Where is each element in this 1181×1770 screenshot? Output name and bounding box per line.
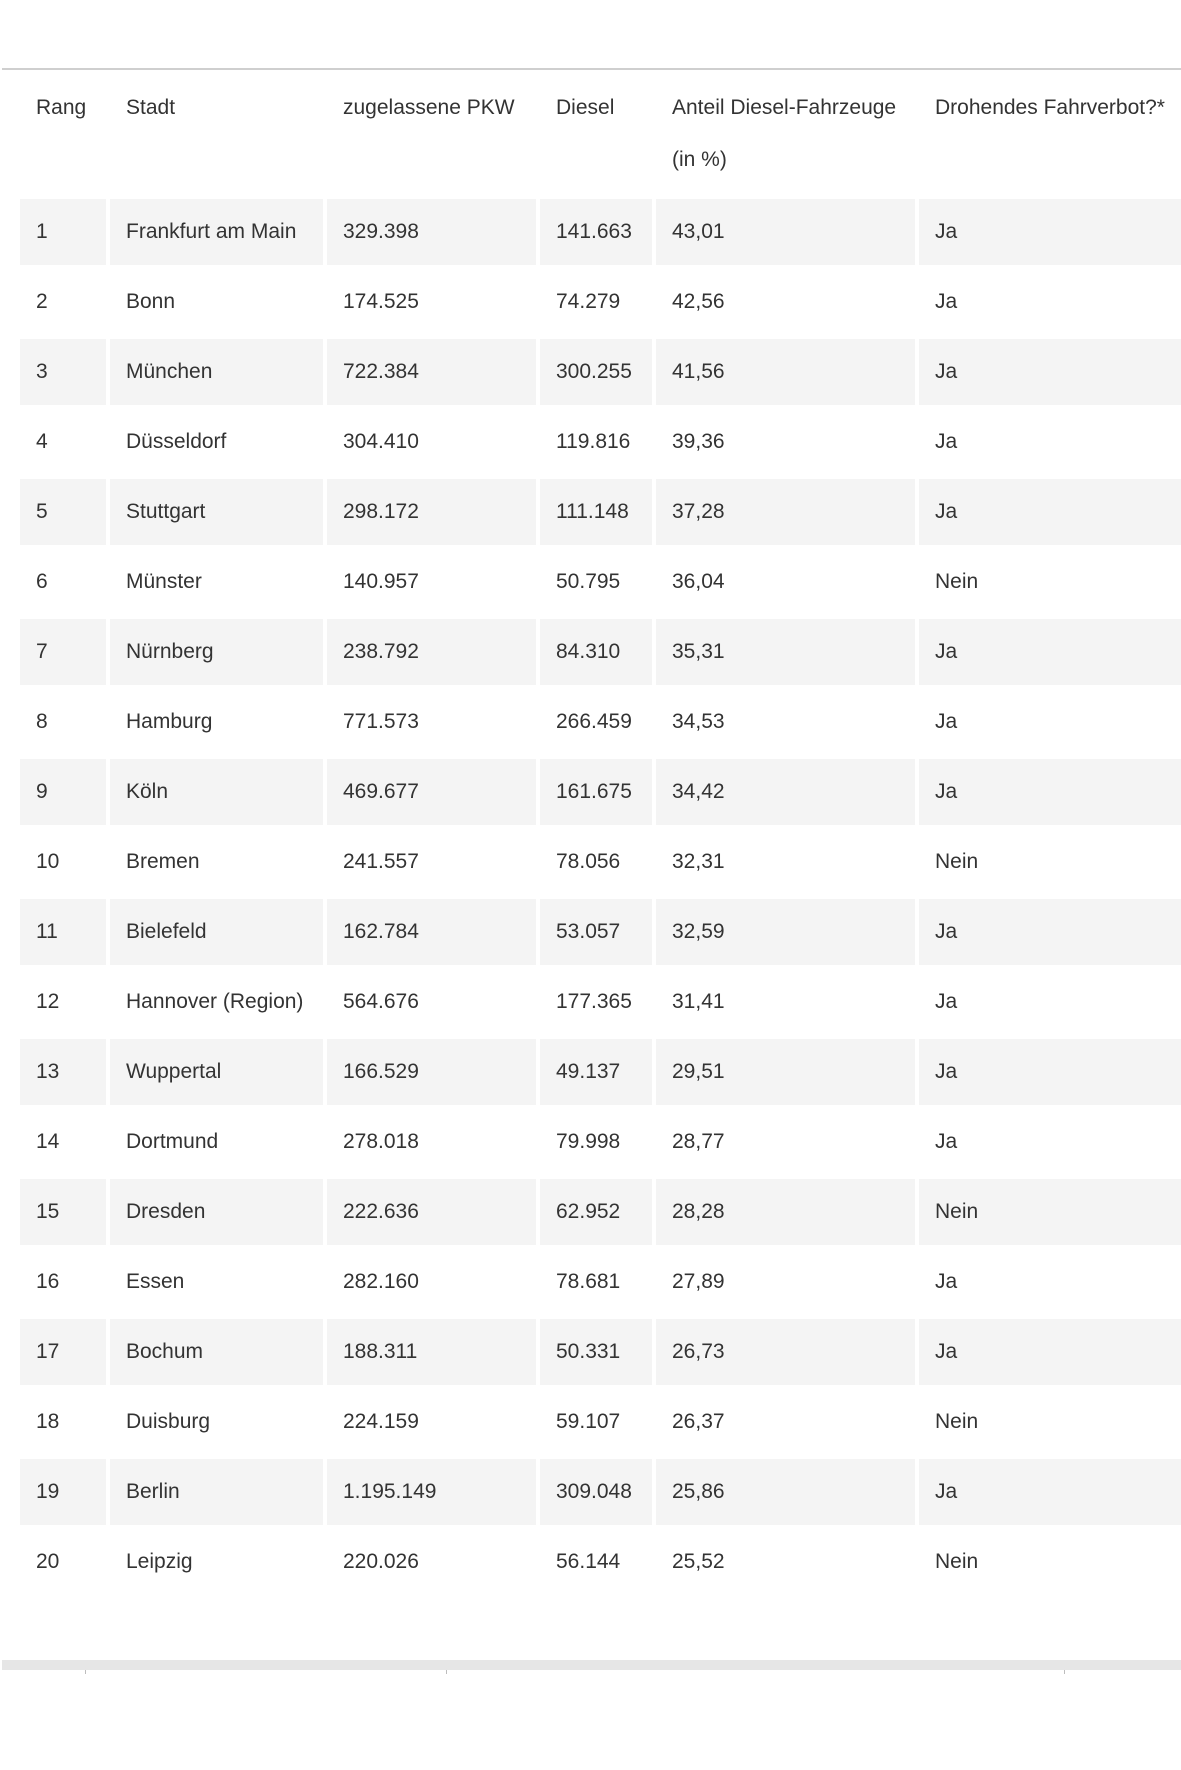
table-row	[20, 1389, 1181, 1459]
cell-share: 25,86	[656, 1459, 915, 1529]
cell-ban: Ja	[919, 409, 1181, 479]
cell-ban: Nein	[919, 829, 1181, 899]
cell-share: 31,41	[656, 969, 915, 1039]
cell-diesel: 141.663	[540, 199, 652, 269]
cell-rank: 6	[20, 549, 106, 619]
cell-share: 35,31	[656, 619, 915, 689]
cell-rank: 2	[20, 269, 106, 339]
cell-city: Hamburg	[110, 689, 323, 759]
header-diesel-label: Diesel	[556, 96, 615, 119]
cell-registered: 162.784	[327, 899, 536, 969]
cell-diesel: 78.681	[540, 1249, 652, 1319]
table-row	[20, 479, 1181, 549]
cell-rank: 12	[20, 969, 106, 1039]
table-row	[20, 899, 1181, 969]
table-row	[20, 619, 1181, 689]
cell-diesel: 309.048	[540, 1459, 652, 1529]
header-city	[110, 74, 323, 199]
cell-ban: Ja	[919, 759, 1181, 829]
cell-share: 36,04	[656, 549, 915, 619]
table-row	[20, 339, 1181, 409]
header-city-label: Stadt	[126, 96, 176, 119]
cell-diesel: 59.107	[540, 1389, 652, 1459]
cell-registered: 329.398	[327, 199, 536, 269]
cell-share: 27,89	[656, 1249, 915, 1319]
cell-share: 28,28	[656, 1179, 915, 1249]
cell-city: Frankfurt am Main	[110, 199, 323, 269]
cell-rank: 7	[20, 619, 106, 689]
cell-city: Düsseldorf	[110, 409, 323, 479]
cell-diesel: 62.952	[540, 1179, 652, 1249]
cell-diesel: 50.331	[540, 1319, 652, 1389]
cell-share: 34,42	[656, 759, 915, 829]
cell-share: 37,28	[656, 479, 915, 549]
cell-diesel: 50.795	[540, 549, 652, 619]
cell-share: 42,56	[656, 269, 915, 339]
cell-diesel: 84.310	[540, 619, 652, 689]
cell-rank: 8	[20, 689, 106, 759]
cell-share: 39,36	[656, 409, 915, 479]
header-rank	[20, 74, 106, 199]
cell-registered: 771.573	[327, 689, 536, 759]
cell-ban: Ja	[919, 1249, 1181, 1319]
cell-diesel: 119.816	[540, 409, 652, 479]
cell-city: Wuppertal	[110, 1039, 323, 1109]
cell-city: Hannover (Region)	[110, 969, 323, 1039]
table-row	[20, 1459, 1181, 1529]
cell-rank: 16	[20, 1249, 106, 1319]
cell-registered: 469.677	[327, 759, 536, 829]
cell-ban: Ja	[919, 899, 1181, 969]
cell-city: Nürnberg	[110, 619, 323, 689]
table-row	[20, 1249, 1181, 1319]
cell-registered: 722.384	[327, 339, 536, 409]
bottom-tick	[85, 1670, 86, 1674]
cell-ban: Ja	[919, 1319, 1181, 1389]
cell-ban: Nein	[919, 1389, 1181, 1459]
table-row	[20, 409, 1181, 479]
cell-diesel: 78.056	[540, 829, 652, 899]
table-row	[20, 549, 1181, 619]
cell-city: Bochum	[110, 1319, 323, 1389]
cell-diesel: 266.459	[540, 689, 652, 759]
header-diesel	[540, 74, 652, 199]
cell-diesel: 177.365	[540, 969, 652, 1039]
cell-rank: 14	[20, 1109, 106, 1179]
cell-city: Bonn	[110, 269, 323, 339]
cell-city: Münster	[110, 549, 323, 619]
cell-ban: Ja	[919, 1039, 1181, 1109]
cell-share: 41,56	[656, 339, 915, 409]
cell-share: 28,77	[656, 1109, 915, 1179]
cell-registered: 278.018	[327, 1109, 536, 1179]
cell-registered: 304.410	[327, 409, 536, 479]
cell-registered: 166.529	[327, 1039, 536, 1109]
cell-diesel: 300.255	[540, 339, 652, 409]
cell-registered: 238.792	[327, 619, 536, 689]
cell-city: Stuttgart	[110, 479, 323, 549]
cell-registered: 241.557	[327, 829, 536, 899]
cell-rank: 13	[20, 1039, 106, 1109]
table-row	[20, 969, 1181, 1039]
table-row	[20, 1039, 1181, 1109]
cell-rank: 20	[20, 1529, 106, 1599]
diesel-table-container	[20, 74, 1181, 1599]
diesel-table	[16, 74, 1181, 1599]
bottom-tick	[1064, 1670, 1065, 1674]
cell-ban: Ja	[919, 969, 1181, 1039]
cell-share: 32,31	[656, 829, 915, 899]
table-top-rule	[2, 68, 1181, 70]
cell-rank: 9	[20, 759, 106, 829]
cell-rank: 3	[20, 339, 106, 409]
cell-ban: Ja	[919, 199, 1181, 269]
cell-registered: 220.026	[327, 1529, 536, 1599]
table-header	[20, 74, 1181, 199]
cell-ban: Ja	[919, 269, 1181, 339]
table-row	[20, 689, 1181, 759]
cell-registered: 564.676	[327, 969, 536, 1039]
header-registered	[327, 74, 536, 199]
cell-registered: 188.311	[327, 1319, 536, 1389]
cell-registered: 282.160	[327, 1249, 536, 1319]
table-row	[20, 1179, 1181, 1249]
table-header-row	[20, 74, 1181, 199]
cell-rank: 10	[20, 829, 106, 899]
cell-ban: Ja	[919, 1109, 1181, 1179]
table-row	[20, 829, 1181, 899]
cell-registered: 298.172	[327, 479, 536, 549]
cell-registered: 222.636	[327, 1179, 536, 1249]
cell-share: 34,53	[656, 689, 915, 759]
cell-city: München	[110, 339, 323, 409]
cell-ban: Nein	[919, 1179, 1181, 1249]
cell-share: 25,52	[656, 1529, 915, 1599]
table-bottom-rule	[2, 1660, 1181, 1670]
header-share-unit: (in %)	[672, 148, 727, 171]
header-registered-label: zugelassene PKW	[343, 96, 515, 119]
table-row	[20, 1529, 1181, 1599]
cell-city: Berlin	[110, 1459, 323, 1529]
cell-share: 43,01	[656, 199, 915, 269]
cell-city: Leipzig	[110, 1529, 323, 1599]
header-ban-label: Drohendes Fahrverbot?*	[935, 96, 1165, 119]
cell-registered: 174.525	[327, 269, 536, 339]
cell-rank: 15	[20, 1179, 106, 1249]
cell-city: Bielefeld	[110, 899, 323, 969]
cell-ban: Ja	[919, 689, 1181, 759]
table-row	[20, 269, 1181, 339]
cell-share: 26,73	[656, 1319, 915, 1389]
cell-ban: Ja	[919, 339, 1181, 409]
header-share	[656, 74, 915, 199]
cell-ban: Ja	[919, 479, 1181, 549]
header-rank-label: Rang	[36, 96, 87, 119]
cell-diesel: 161.675	[540, 759, 652, 829]
cell-city: Köln	[110, 759, 323, 829]
cell-rank: 17	[20, 1319, 106, 1389]
table-body	[20, 199, 1181, 1599]
cell-diesel: 49.137	[540, 1039, 652, 1109]
cell-rank: 5	[20, 479, 106, 549]
cell-share: 32,59	[656, 899, 915, 969]
cell-city: Essen	[110, 1249, 323, 1319]
cell-rank: 11	[20, 899, 106, 969]
table-row	[20, 1319, 1181, 1389]
cell-registered: 140.957	[327, 549, 536, 619]
cell-ban: Ja	[919, 1459, 1181, 1529]
cell-city: Dresden	[110, 1179, 323, 1249]
cell-rank: 4	[20, 409, 106, 479]
cell-registered: 224.159	[327, 1389, 536, 1459]
bottom-tick	[446, 1670, 447, 1674]
cell-diesel: 74.279	[540, 269, 652, 339]
cell-ban: Nein	[919, 549, 1181, 619]
cell-rank: 19	[20, 1459, 106, 1529]
cell-registered: 1.195.149	[327, 1459, 536, 1529]
table-row	[20, 1109, 1181, 1179]
cell-diesel: 53.057	[540, 899, 652, 969]
cell-ban: Nein	[919, 1529, 1181, 1599]
cell-city: Bremen	[110, 829, 323, 899]
table-row	[20, 759, 1181, 829]
cell-diesel: 56.144	[540, 1529, 652, 1599]
header-ban	[919, 74, 1181, 199]
cell-city: Dortmund	[110, 1109, 323, 1179]
cell-rank: 18	[20, 1389, 106, 1459]
cell-diesel: 111.148	[540, 479, 652, 549]
cell-share: 29,51	[656, 1039, 915, 1109]
cell-share: 26,37	[656, 1389, 915, 1459]
cell-ban: Ja	[919, 619, 1181, 689]
header-share-label: Anteil Diesel-Fahrzeuge	[672, 96, 897, 119]
cell-rank: 1	[20, 199, 106, 269]
table-row	[20, 199, 1181, 269]
cell-diesel: 79.998	[540, 1109, 652, 1179]
cell-city: Duisburg	[110, 1389, 323, 1459]
